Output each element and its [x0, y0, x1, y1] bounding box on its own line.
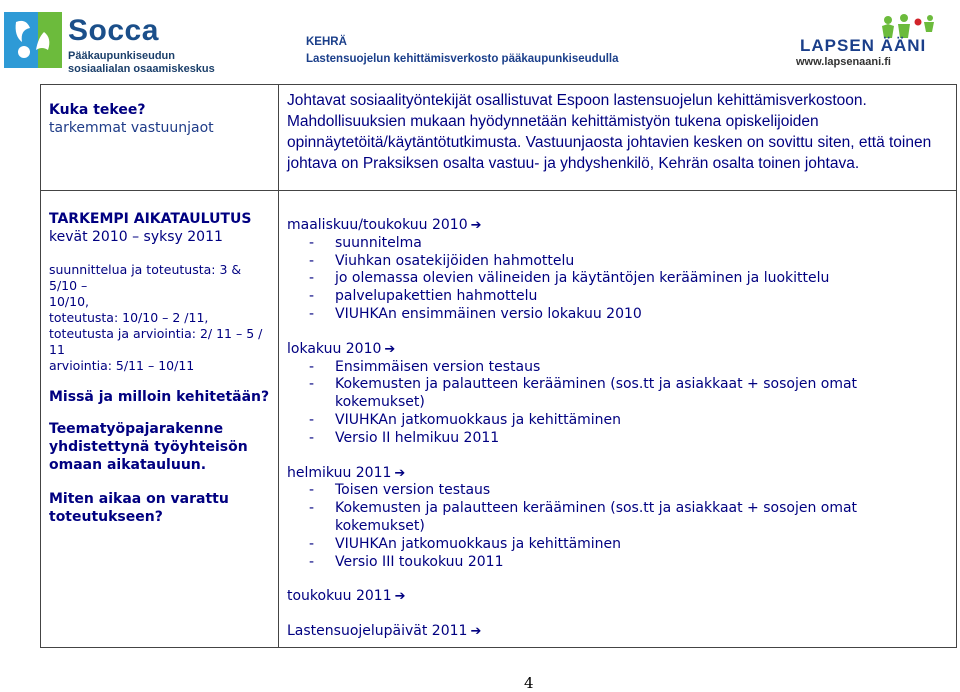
- arrow-right-icon: ➔: [384, 341, 396, 357]
- lapsen-aani-logo: [796, 12, 956, 72]
- row1-heading: Kuka tekee?: [49, 102, 146, 118]
- schedule-item: - Ensimmäisen version testaus: [309, 359, 950, 377]
- responsibility-text-cell: [279, 85, 957, 191]
- org-sub-line2: sosiaalialan osaamiskeskus: [68, 63, 215, 75]
- arrow-right-icon: ➔: [470, 624, 482, 640]
- arrow-right-icon: ➔: [470, 218, 482, 233]
- row1-subheading: tarkemmat vastuunjaot: [49, 120, 214, 136]
- schedule-label-cell: [41, 191, 279, 648]
- phase-line: toteutusta: 10/10 – 2 /11,: [49, 310, 209, 325]
- table-row-schedule: [41, 191, 957, 648]
- period-text: lokakuu 2010: [287, 340, 382, 357]
- socca-logo: [4, 10, 215, 75]
- org-sub-line1: Pääkaupunkiseudun: [68, 50, 175, 62]
- responsibility-label-cell: [41, 85, 279, 191]
- plan-table: [40, 84, 957, 648]
- schedule-item: - Toisen version testaus: [309, 482, 950, 500]
- arrow-right-icon: ➔: [394, 589, 406, 605]
- org-name: Socca: [68, 14, 159, 47]
- page-header: [0, 0, 960, 80]
- right-logo-text: LAPSEN ÄÄNI: [800, 36, 927, 55]
- schedule-item: - Kokemusten ja palautteen kerääminen (sos.tt ja asiakkaat + sosojen omat kokemukset): [309, 500, 950, 536]
- schedule-phases: [49, 262, 272, 374]
- period-text: Lastensuojelupäivät 2011: [287, 623, 468, 640]
- schedule-item: - VIUHKAn jatkomuokkaus ja kehittäminen: [309, 412, 950, 430]
- project-subtitle: Lastensuojelun kehittämisverkosto pääkaupunkiseudulla: [306, 53, 619, 65]
- schedule-item: - VIUHKAn ensimmäinen versio lokakuu 2010: [309, 306, 950, 324]
- schedule-heading: TARKEMPI AIKATAULUTUS: [49, 211, 252, 227]
- phase-line: arviointia: 5/11 – 10/11: [49, 358, 195, 373]
- schedule-period-label: [287, 341, 950, 359]
- page-number: 4: [524, 674, 534, 692]
- phase-line: suunnittelua ja toteutusta: 3 & 5/10 –: [49, 262, 242, 293]
- arrow-right-icon: ➔: [394, 465, 406, 481]
- table-row-responsibility: [41, 85, 957, 191]
- project-title: KEHRÄ: [306, 36, 347, 48]
- schedule-item: - VIUHKAn jatkomuokkaus ja kehittäminen: [309, 536, 950, 554]
- period-text: toukokuu 2011: [287, 588, 392, 605]
- schedule-item: - Versio III toukokuu 2011: [309, 554, 950, 572]
- right-logo-url: www.lapsenaani.fi: [796, 56, 891, 68]
- schedule-item: - Versio II helmikuu 2011: [309, 430, 950, 448]
- workshop-structure: Teematyöpajarakenne yhdistettynä työyhteisön omaan aikatauluun.: [49, 421, 248, 473]
- schedule-items: [287, 235, 950, 324]
- socca-mark-icon: [4, 12, 62, 68]
- schedule-period: kevät 2010 – syksy 2011: [49, 229, 223, 245]
- period-text: maaliskuu/toukokuu 2010: [287, 217, 468, 233]
- row1-text: Johtavat sosiaalityöntekijät osallistuvat Espoon lastensuojelun kehittämisverkostoon. Mahdollisuuksien mukaan hyödynnetään kehittämistyön tukena opiskelijoiden opinnäytetöitä/käytäntötutkimusta. Vastuunjaosta johtavien kesken on sovittu siten, että toinen johtava on Praksiksen osalta vastuu- ja yhdyshenkilö, Kehrän osalta toinen johtava.: [287, 92, 932, 172]
- schedule-item: - palvelupakettien hahmottelu: [309, 288, 950, 306]
- schedule-item: - Viuhkan osatekijöiden hahmottelu: [309, 253, 950, 271]
- schedule-item: - jo olemassa olevien välineiden ja käytäntöjen kerääminen ja luokittelu: [309, 270, 950, 288]
- phase-line: toteutusta ja arviointia: 2/ 11 – 5 / 11: [49, 326, 263, 357]
- schedule-items: [287, 482, 950, 571]
- schedule-list: [287, 217, 950, 641]
- schedule-items: [287, 359, 950, 448]
- schedule-item: - suunnitelma: [309, 235, 950, 253]
- question-time: Miten aikaa on varattu toteutukseen?: [49, 491, 229, 525]
- schedule-detail-cell: [279, 191, 957, 648]
- schedule-item: - Kokemusten ja palautteen kerääminen (sos.tt ja asiakkaat + sosojen omat kokemukset): [309, 376, 950, 412]
- period-text: helmikuu 2011: [287, 464, 392, 481]
- phase-line: 10/10,: [49, 294, 89, 309]
- question-where-when: Missä ja milloin kehitetään?: [49, 389, 270, 405]
- project-header: [306, 34, 619, 68]
- schedule-period-label: [287, 623, 950, 641]
- schedule-period-label: [287, 217, 950, 235]
- schedule-period-label: [287, 465, 950, 483]
- schedule-period-label: [287, 588, 950, 606]
